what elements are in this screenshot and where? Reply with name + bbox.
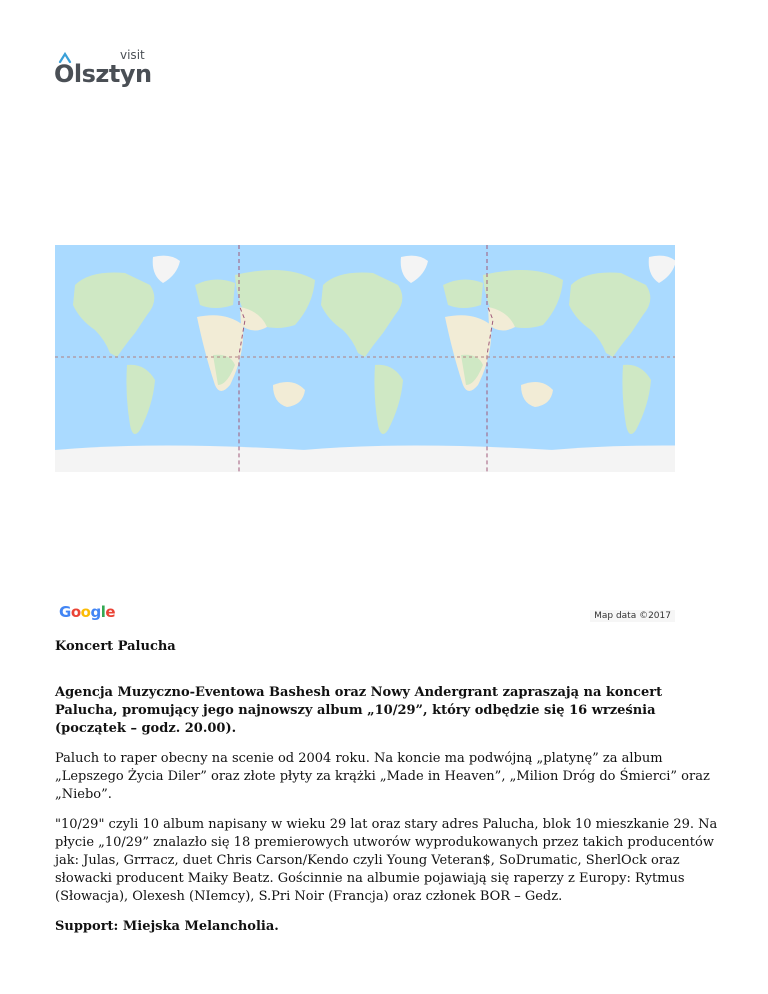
logo-visit-text: visit bbox=[120, 48, 145, 62]
google-letter: o bbox=[80, 603, 91, 621]
visit-olsztyn-logo[interactable] bbox=[54, 48, 154, 96]
logo-brand-text: Olsztyn bbox=[54, 60, 152, 88]
google-letter: l bbox=[100, 603, 106, 621]
article bbox=[55, 638, 720, 936]
article-support: Support: Miejska Melancholia. bbox=[55, 919, 279, 934]
google-letter: o bbox=[70, 603, 81, 621]
google-letter: G bbox=[59, 603, 71, 621]
article-title: Koncert Palucha bbox=[55, 639, 176, 654]
google-letter: e bbox=[105, 603, 116, 621]
map-attribution[interactable]: Map data ©2017 bbox=[590, 610, 675, 622]
article-paragraph: "10/29" czyli 10 album napisany w wieku 29 lat oraz stary adres Palucha, blok 10 mieszkanie 29. Na płycie „10/29” znalazło się 18 premierowych utworów wyprodukowanych przez takich producentów jak: Julas, Grrracz, duet Chris Carson/Kendo czyli Young Veteran$, SoDrumatic, SherlOck oraz słowacki producent Maiky Beatz. Gościnnie na albumie pojawiają się raperzy z Europy: Rytmus (Słowacja), Olexesh (NIemcy), S.Pri Noir (Francja) oraz członek BOR – Gedz. bbox=[55, 817, 718, 904]
google-letter: g bbox=[90, 603, 101, 621]
world-map-graphic bbox=[55, 245, 675, 472]
article-paragraph: Paluch to raper obecny na scenie od 2004 roku. Na koncie ma podwójną „platynę” za album „Lepszego Życia Diler” oraz złote płyty za krążki „Made in Heaven”, „Milion Dróg do Śmierci” oraz „Niebo”. bbox=[55, 751, 710, 802]
logo-mark-icon bbox=[58, 52, 72, 64]
world-map[interactable] bbox=[55, 245, 675, 472]
google-logo[interactable] bbox=[59, 603, 115, 621]
article-lead: Agencja Muzyczno-Eventowa Bashesh oraz Nowy Andergrant zapraszają na koncert Palucha, promujący jego najnowszy album „10/29”, który odbędzie się 16 września (początek – godz. 20.00). bbox=[55, 685, 663, 736]
map-embed[interactable] bbox=[55, 245, 675, 627]
